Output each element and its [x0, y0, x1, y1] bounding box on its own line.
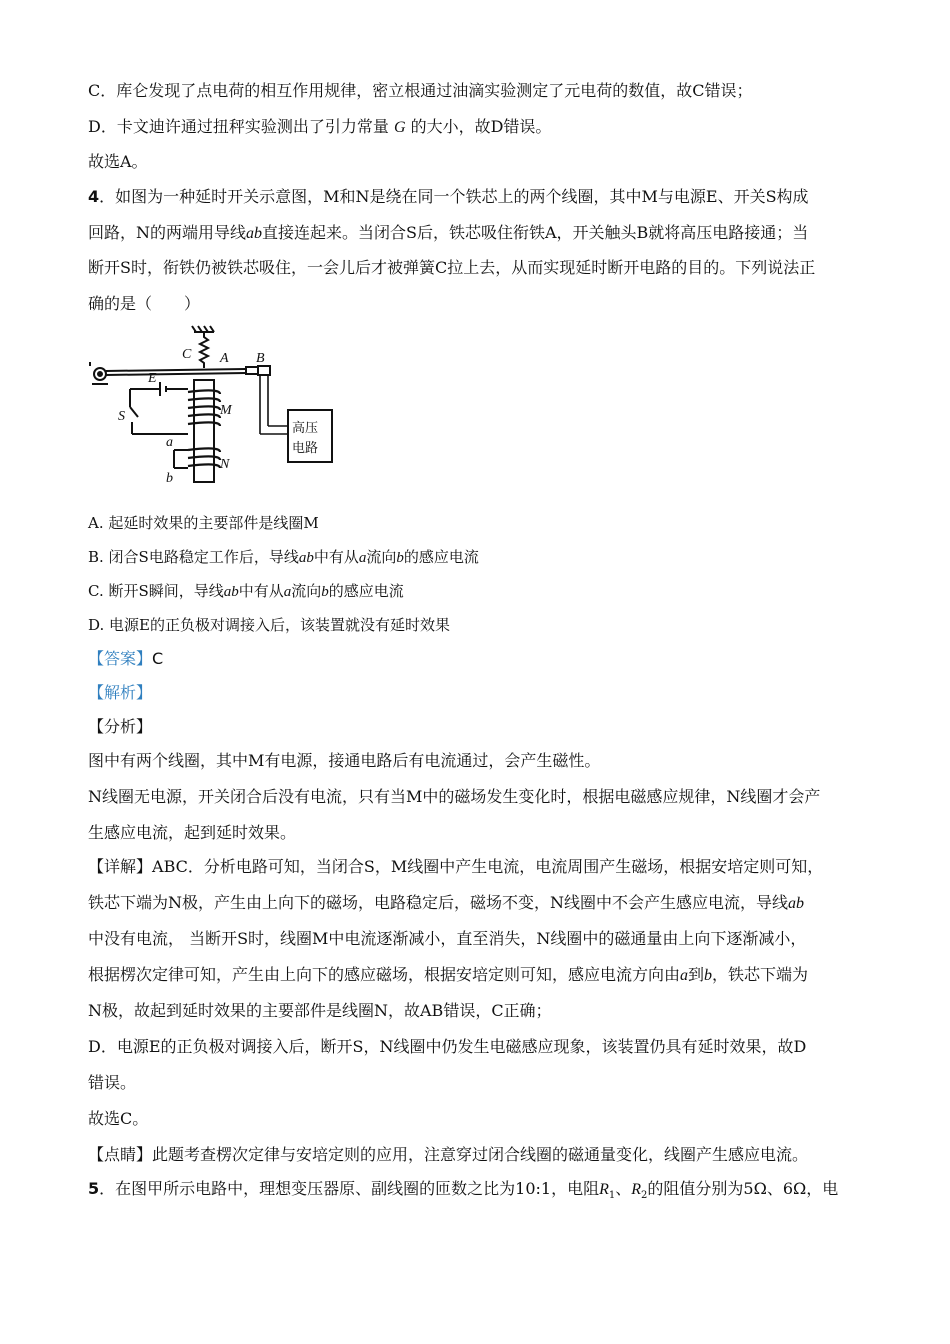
q4-option-b: B. 闭合S电路稳定工作后，导线ab中有从a流向b的感应电流 — [88, 548, 479, 566]
detail-line-4: 根据楞次定律可知，产生由上向下的感应磁场，根据安培定则可知，感应电流方向由a到b，铁芯下端为 — [88, 965, 809, 984]
q4-option-d: D. 电源E的正负极对调接入后，该装置就没有延时效果 — [88, 616, 450, 634]
label-s: S — [118, 409, 125, 424]
detail-line-3: 中没有电流， 当断开S时，线圈M中电流逐渐减小，直至消失，N线圈中的磁通量由上向下逐渐减小， — [88, 929, 807, 948]
label-a-lower: a — [166, 435, 173, 450]
dianjing-tag: 【点睛】 — [88, 1145, 153, 1164]
fenxi-line-1: 图中有两个线圈，其中M有电源，接通电路后有电流通过，会产生磁性。 — [88, 751, 601, 770]
detail-line-6: D．电源E的正负极对调接入后，断开S，N线圈中仍发生电磁感应现象，该装置仍具有延时效果，故D — [88, 1037, 807, 1056]
q4-stem-line-1: 4．如图为一种延时开关示意图，M和N是绕在同一个铁芯上的两个线圈，其中M与电源E、开关S构成 — [88, 187, 809, 206]
prev-option-c: C．库仑发现了点电荷的相互作用规律，密立根通过油滴实验测定了元电荷的数值，故C错误； — [88, 81, 753, 100]
coil-m — [188, 390, 220, 426]
label-c: C — [182, 347, 192, 362]
answer-value: C — [152, 649, 164, 668]
box-label-1: 高压 — [292, 421, 319, 436]
box-label-2: 电路 — [292, 441, 319, 456]
analysis-tag: 【解析】 — [88, 683, 153, 702]
label-a: A — [220, 351, 229, 366]
prev-option-d: D．卡文迪许通过扭秤实验测出了引力常量 G 的大小，故D错误。 — [88, 117, 552, 136]
detail-line-5: N极，故起到延时效果的主要部件是线圈N，故AB错误，C正确； — [88, 1001, 552, 1020]
q4-option-c: C. 断开S瞬间，导线ab中有从a流向b的感应电流 — [88, 582, 404, 600]
q4-conclusion: 故选C。 — [88, 1109, 149, 1128]
contact-b — [246, 366, 270, 375]
prev-conclusion: 故选A。 — [88, 152, 148, 171]
answer-tag: 【答案】 — [88, 649, 153, 668]
detail-line-2: 铁芯下端为N极，产生由上向下的磁场，电路稳定后，磁场不变，N线圈中不会产生感应电流，导线ab — [88, 893, 805, 912]
coil-n — [188, 448, 220, 468]
detail-line-7: 错误。 — [88, 1073, 137, 1092]
label-m: M — [220, 403, 232, 418]
fenxi-tag: 【分析】 — [88, 717, 153, 736]
label-e: E — [148, 371, 157, 386]
fenxi-line-2: N线圈无电源，开关闭合后没有电流，只有当M中的磁场发生变化时，根据电磁感应规律，N线圈才会产 — [88, 787, 821, 806]
iron-core — [194, 380, 214, 482]
delay-switch-diagram — [86, 322, 356, 492]
label-b-lower: b — [166, 471, 173, 486]
battery-e — [130, 382, 188, 396]
armature-bar — [106, 369, 246, 375]
detail-tag: 【详解】 — [88, 857, 153, 876]
q4-stem-line-2: 回路，N的两端用导线ab直接连起来。当闭合S后，铁芯吸住衔铁A，开关触头B就将高压电路接通；当 — [88, 223, 809, 242]
high-voltage-wires — [260, 375, 288, 434]
wire-ab — [174, 450, 188, 468]
q4-stem-line-4: 确的是（ ） — [88, 294, 201, 313]
label-n: N — [220, 457, 230, 472]
label-b-contact: B — [256, 351, 265, 366]
spring-mount — [192, 326, 214, 368]
q5-stem: 5．在图甲所示电路中，理想变压器原、副线圈的匝数之比为10:1，电阻$R_1$、$R_2$的阻值分别为5Ω、6Ω，电 — [88, 1179, 839, 1202]
answer-line — [88, 648, 163, 670]
fenxi-line-3: 生感应电流，起到延时效果。 — [88, 823, 297, 842]
dianjing-line: 【点睛】此题考查楞次定律与安培定则的应用，注意穿过闭合线圈的磁通量变化，线圈产生感应电流。 — [88, 1145, 809, 1164]
hinge-pivot — [90, 362, 108, 384]
q4-stem-line-3: 断开S时，衔铁仍被铁芯吸住，一会儿后才被弹簧C拉上去，从而实现延时断开电路的目的。下列说法正 — [88, 258, 816, 277]
detail-line-1: 【详解】ABC．分析电路可知，当闭合S，M线圈中产生电流，电流周围产生磁场，根据安培定则可知， — [88, 857, 824, 876]
q4-option-a: A. 起延时效果的主要部件是线圈M — [88, 514, 319, 532]
